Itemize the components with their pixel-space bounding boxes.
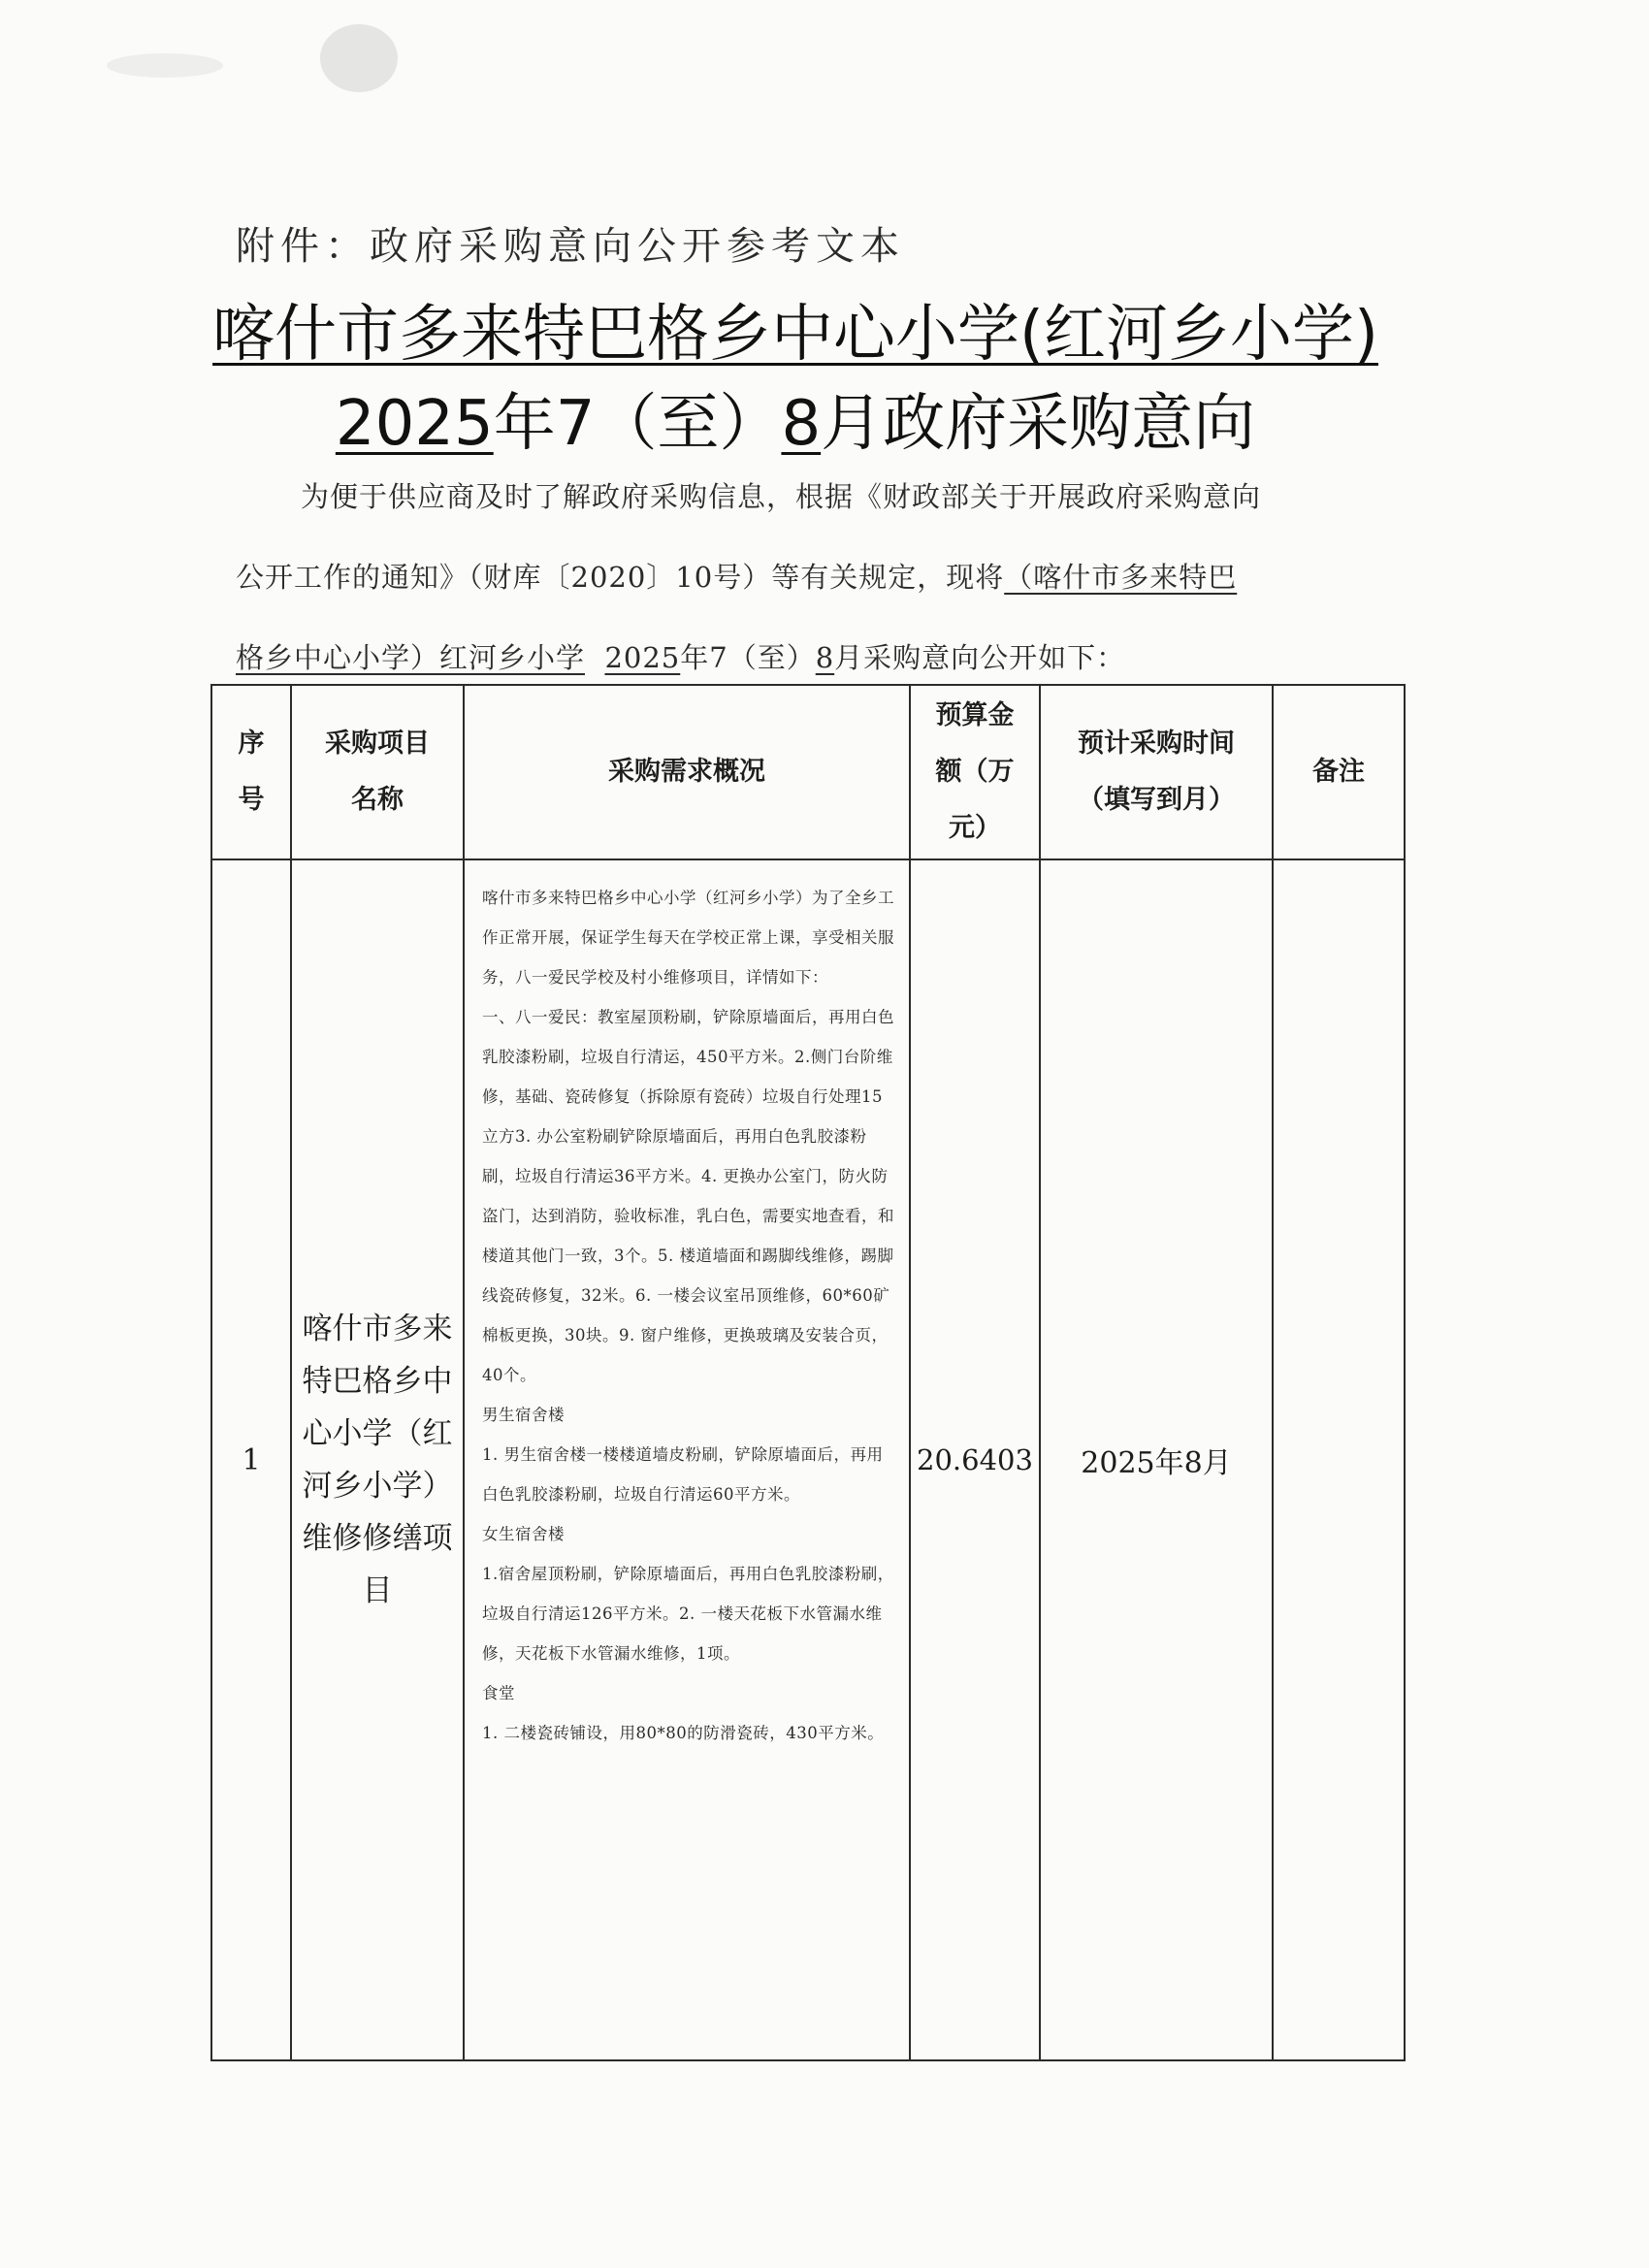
scan-smudge [107,53,223,78]
title-month-from: 7 [555,388,596,460]
title-month-to: 8 [781,388,822,460]
table-header-row [211,685,1405,859]
intro-gap [585,641,604,674]
title-rest: 月政府采购意向 [821,388,1256,460]
desc-paragraph: 1. 男生宿舍楼一楼楼道墙皮粉刷，铲除原墙面后，再用白色乳胶漆粉刷，垃圾自行清运60平方米。 [482,1445,884,1504]
intro-line-1: 为便于供应商及时了解政府采购信息，根据《财政部关于开展政府采购意向 [301,480,1262,513]
title-year: 2025 [335,388,494,460]
title-to: （至） [595,388,782,460]
desc-section-title: 男生宿舍楼 [482,1406,565,1424]
desc-paragraph: 1.宿舍屋顶粉刷，铲除原墙面后，再用白色乳胶漆粉刷，垃圾自行清运126平方米。2. 一楼天花板下水管漏水维修，天花板下水管漏水维修，1项。 [482,1565,894,1663]
intro-text: 月采购意向公开如下： [834,641,1126,674]
procurement-table [210,684,1406,2061]
scan-smudge [320,24,398,92]
page-title-line-2 [146,373,1445,463]
cell-seq: 1 [211,859,291,2060]
intro-line-2 [236,556,1361,596]
cell-project-name: 喀什市多来特巴格乡中心小学（红河乡小学）维修修缮项目 [291,859,464,2060]
header-budget: 预算金额（万元） [910,685,1040,859]
header-note: 备注 [1273,685,1405,859]
intro-text: 年7（至） [680,641,816,674]
cell-budget: 20.6403 [910,859,1040,2060]
cell-description [464,859,910,2060]
page-title-line-1: 喀什市多来特巴格乡中心小学(红河乡小学) [212,299,1378,371]
header-time: 预计采购时间（填写到月） [1040,685,1273,859]
intro-unit-name: （喀什市多来特巴 [1004,561,1238,594]
cell-time: 2025年8月 [1040,859,1273,2060]
desc-paragraph: 1. 二楼瓷砖铺设，用80*80的防滑瓷砖，430平方米。 [482,1724,885,1742]
intro-text: 公开工作的通知》（财库〔2020〕10号）等有关规定，现将 [236,561,1005,594]
cell-note [1273,859,1405,2060]
intro-month: 8 [815,641,835,674]
attachment-label: 附件：政府采购意向公开参考文本 [236,224,905,269]
title-year-suffix: 年 [493,388,556,460]
desc-paragraph: 一、八一爱民：教室屋顶粉刷，铲除原墙面后，再用白色乳胶漆粉刷，垃圾自行清运，450平方米。2.侧门台阶维修，基础、瓷砖修复（拆除原有瓷砖）垃圾自行处理15立方3. 办公室粉刷铲除原墙面后，再用白色乳胶漆粉刷，垃圾自行清运36平方米。4. 更换办公室门，防火防盗门，达到消防，验收标准，乳白色，需要实地查看，和楼道其他门一致，3个。5. 楼道墙面和踢脚线维修，踢脚线瓷砖修复，32米。6. 一楼会议室吊顶维修，60*60矿棉板更换，30块。9. 窗户维修，更换玻璃及安装合页，40个。 [482,1008,894,1384]
intro-year: 2025 [604,641,681,674]
intro-line-3 [236,636,1361,676]
desc-paragraph: 喀什市多来特巴格乡中心小学（红河乡小学）为了全乡工作正常开展，保证学生每天在学校正常上课，享受相关服务，八一爱民学校及村小维修项目，详情如下： [482,889,894,987]
desc-section-title: 女生宿舍楼 [482,1525,565,1543]
table-row [211,859,1405,2060]
intro-unit-name: 格乡中心小学）红河乡小学 [236,641,586,674]
header-desc: 采购需求概况 [464,685,910,859]
desc-section-title: 食堂 [482,1684,515,1702]
header-seq: 序号 [211,685,291,859]
header-name: 采购项目名称 [291,685,464,859]
